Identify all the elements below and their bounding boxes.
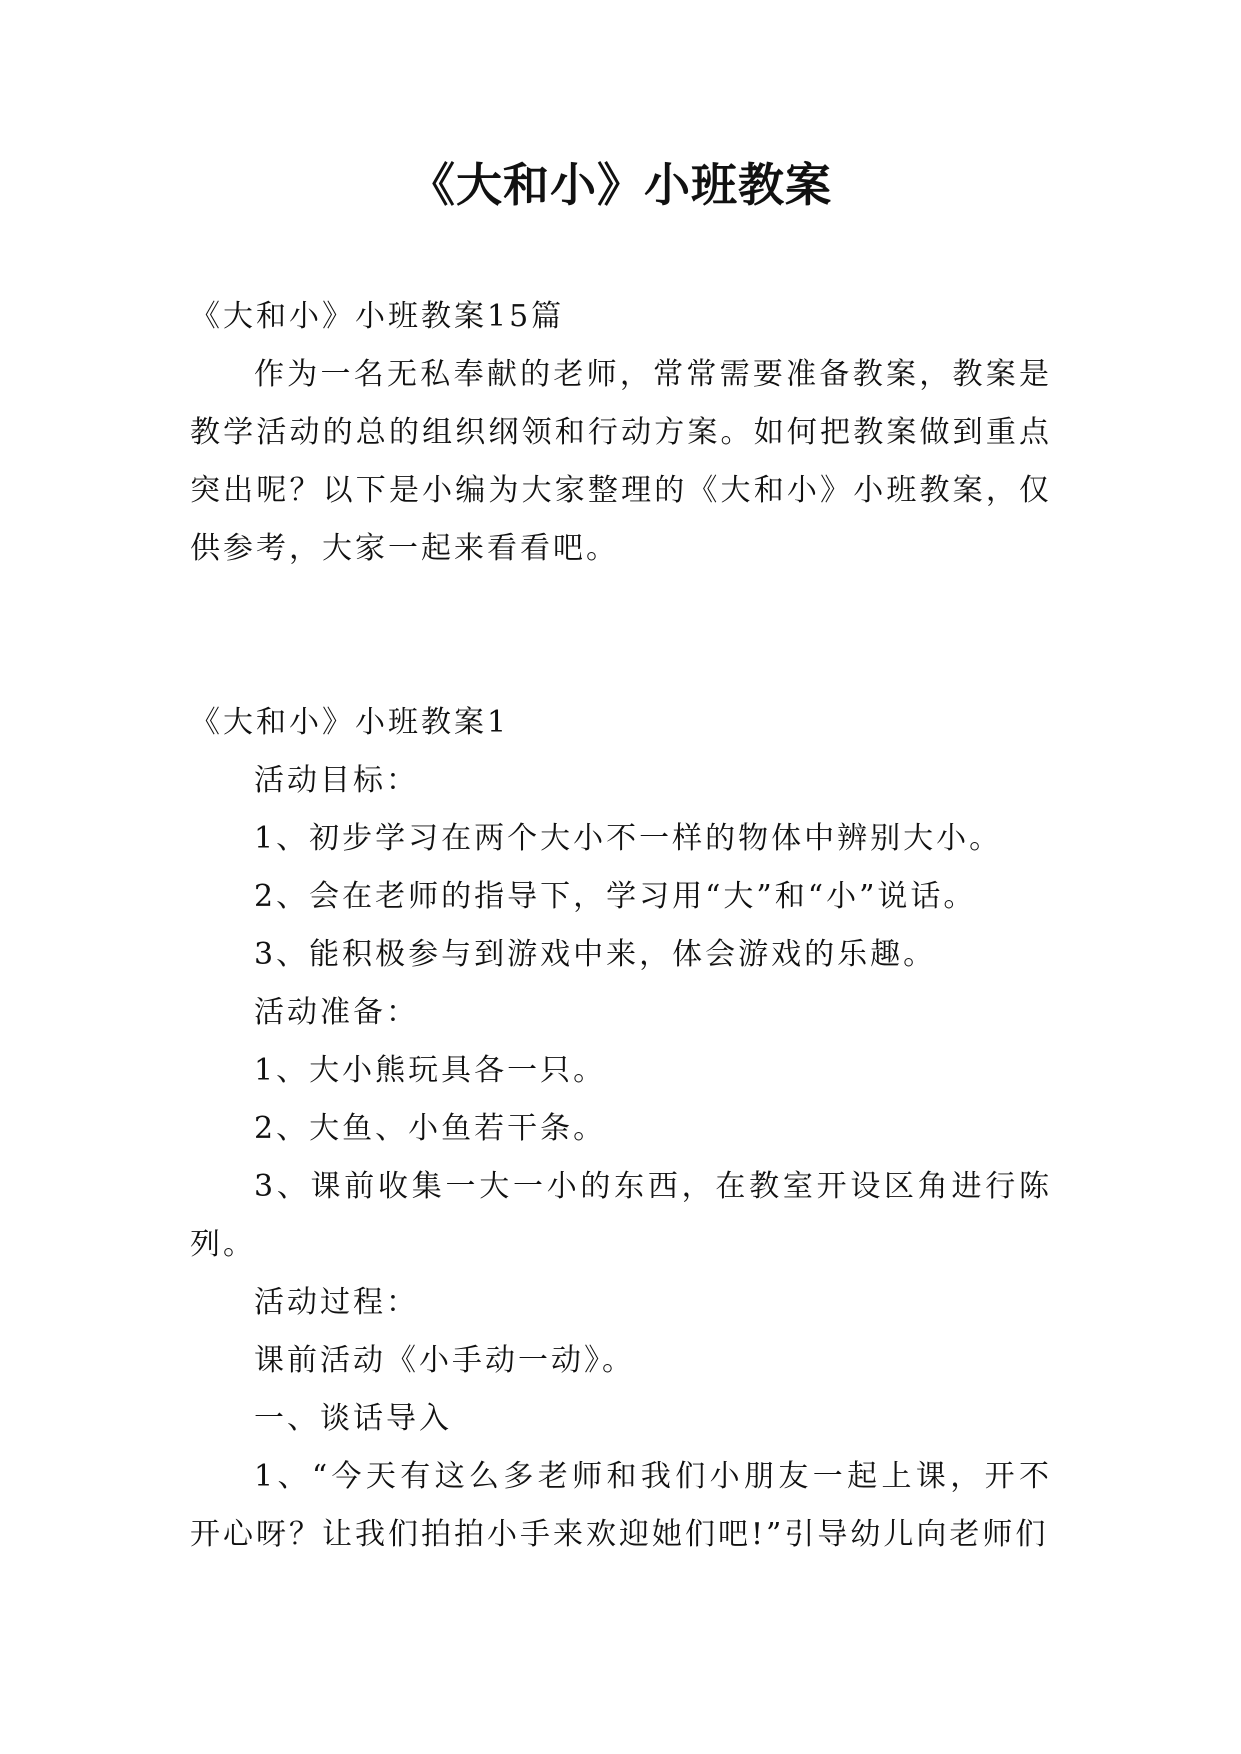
intro-paragraph: 作为一名无私奉献的老师，常常需要准备教案，教案是教学活动的总的组织纲领和行动方案。如何把教案做到重点突出呢？以下是小编为大家整理的《大和小》小班教案，仅供参考，大家一起来看看吧。	[190, 357, 1052, 566]
prep-item: 1、大小熊玩具各一只。	[254, 1053, 607, 1088]
section-heading: 《大和小》小班教案1	[190, 705, 510, 740]
document-body	[190, 288, 1052, 1564]
section-spacer	[190, 578, 1052, 694]
prep-item: 3、课前收集一大一小的东西，在教室开设区角进行陈列。	[190, 1169, 1052, 1262]
goal-item: 1、初步学习在两个大小不一样的物体中辨别大小。	[254, 821, 1003, 856]
goal-item: 2、会在老师的指导下，学习用“大”和“小”说话。	[254, 879, 977, 914]
intro-heading: 《大和小》小班教案15篇	[190, 299, 565, 334]
document-title: 《大和小》小班教案	[409, 158, 832, 212]
process-label: 活动过程：	[254, 1285, 419, 1320]
pre-activity: 课前活动《小手动一动》。	[254, 1343, 635, 1378]
goals-label: 活动目标：	[254, 763, 419, 798]
goal-item: 3、能积极参与到游戏中来，体会游戏的乐趣。	[254, 937, 937, 972]
prep-item: 2、大鱼、小鱼若干条。	[254, 1111, 607, 1146]
prep-label: 活动准备：	[254, 995, 419, 1030]
step-heading: 一、谈话导入	[254, 1401, 452, 1436]
step-item: 1、“今天有这么多老师和我们小朋友一起上课，开不开心呀？让我们拍拍小手来欢迎她们吧!”引导幼儿向老师们	[190, 1459, 1052, 1552]
